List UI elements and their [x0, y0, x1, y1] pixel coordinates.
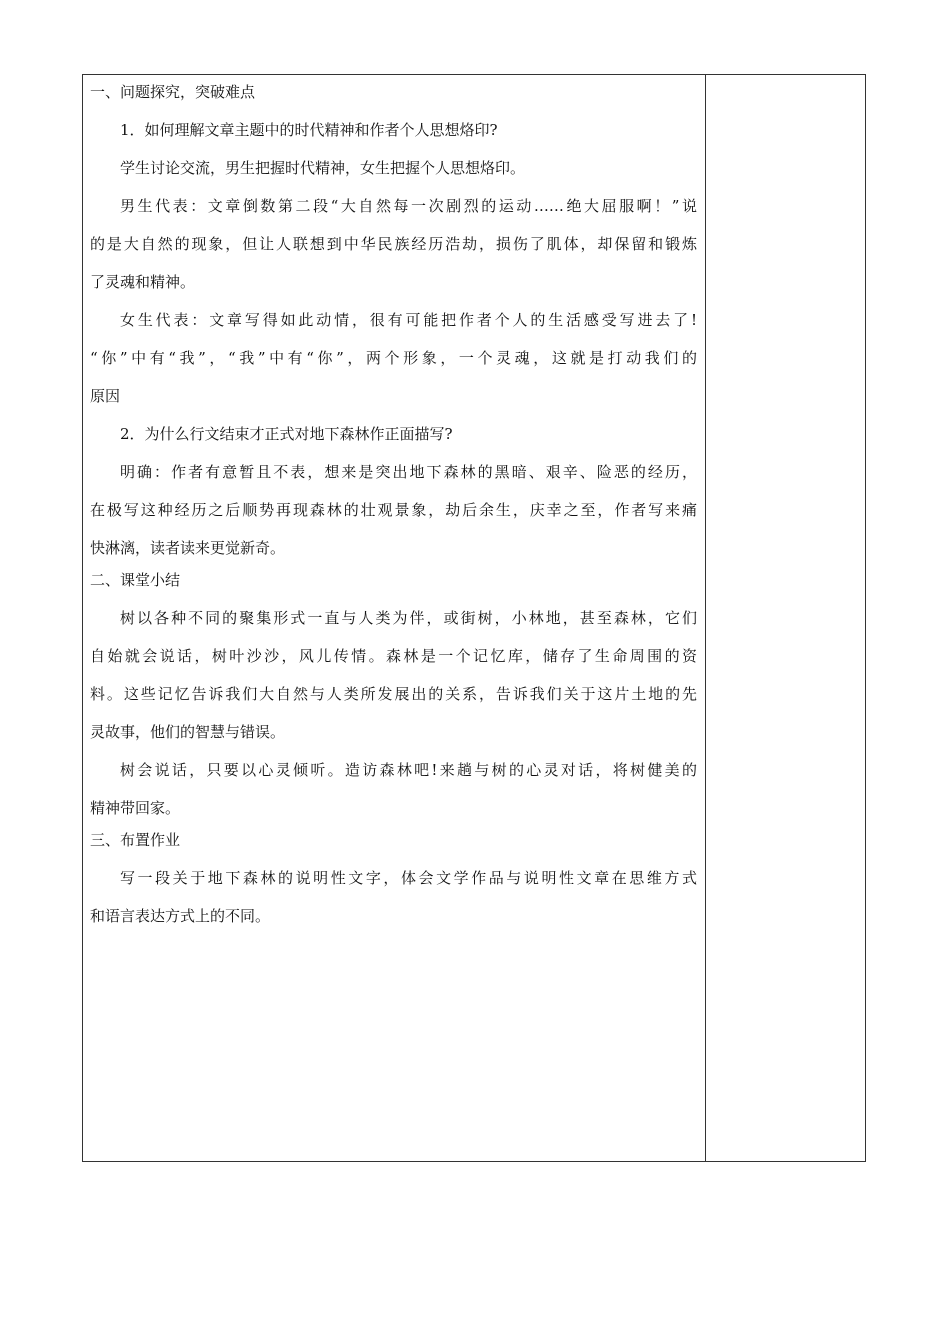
summary-1-line-2: 自始就会说话，树叶沙沙，风儿传情。森林是一个记忆库，储存了生命周围的资: [90, 647, 697, 665]
lesson-table: [82, 74, 866, 1162]
question-2: 2．为什么行文结束才正式对地下森林作正面描写?: [120, 425, 453, 443]
question-1-discussion: 学生讨论交流，男生把握时代精神，女生把握个人思想烙印。: [120, 159, 526, 177]
content-cell: [83, 75, 706, 1161]
section-1-heading: 一、问题探究，突破难点: [90, 83, 256, 101]
homework-line-2: 和语言表达方式上的不同。: [90, 907, 271, 925]
summary-1-line-3: 料。这些记忆告诉我们大自然与人类所发展出的关系，告诉我们关于这片土地的先: [90, 685, 697, 703]
summary-2-line-2: 精神带回家。: [90, 799, 181, 817]
homework-line-1: 写一段关于地下森林的说明性文字，体会文学作品与说明性文章在思维方式: [120, 869, 697, 887]
girl-rep-line-2: “你”中有“我”，“我”中有“你”，两个形象，一个灵魂，这就是打动我们的: [90, 349, 697, 367]
girl-rep-line-1: 女生代表：文章写得如此动情，很有可能把作者个人的生活感受写进去了!: [120, 311, 697, 329]
girl-rep-line-3: 原因: [90, 387, 121, 405]
section-3-heading: 三、布置作业: [90, 831, 181, 849]
summary-2-line-1: 树会说话，只要以心灵倾听。造访森林吧!来趟与树的心灵对话，将树健美的: [120, 761, 697, 779]
boy-rep-line-1: 男生代表：文章倒数第二段“大自然每一次剧烈的运动……绝大屈服啊！”说: [120, 197, 697, 215]
section-2-heading: 二、课堂小结: [90, 571, 181, 589]
boy-rep-line-2: 的是大自然的现象，但让人联想到中华民族经历浩劫，损伤了肌体，却保留和锻炼: [90, 235, 697, 253]
clarify-line-1: 明确：作者有意暂且不表，想来是突出地下森林的黑暗、艰辛、险恶的经历，: [120, 463, 697, 481]
clarify-line-2: 在极写这种经历之后顺势再现森林的壮观景象，劫后余生，庆幸之至，作者写来痛: [90, 501, 697, 519]
clarify-line-3: 快淋漓，读者读来更觉新奇。: [90, 539, 286, 557]
question-1: 1．如何理解文章主题中的时代精神和作者个人思想烙印?: [120, 121, 498, 139]
summary-1-line-1: 树以各种不同的聚集形式一直与人类为伴，或街树，小林地，甚至森林，它们: [120, 609, 697, 627]
summary-1-line-4: 灵故事，他们的智慧与错误。: [90, 723, 286, 741]
boy-rep-line-3: 了灵魂和精神。: [90, 273, 196, 291]
notes-cell: [706, 75, 865, 1161]
